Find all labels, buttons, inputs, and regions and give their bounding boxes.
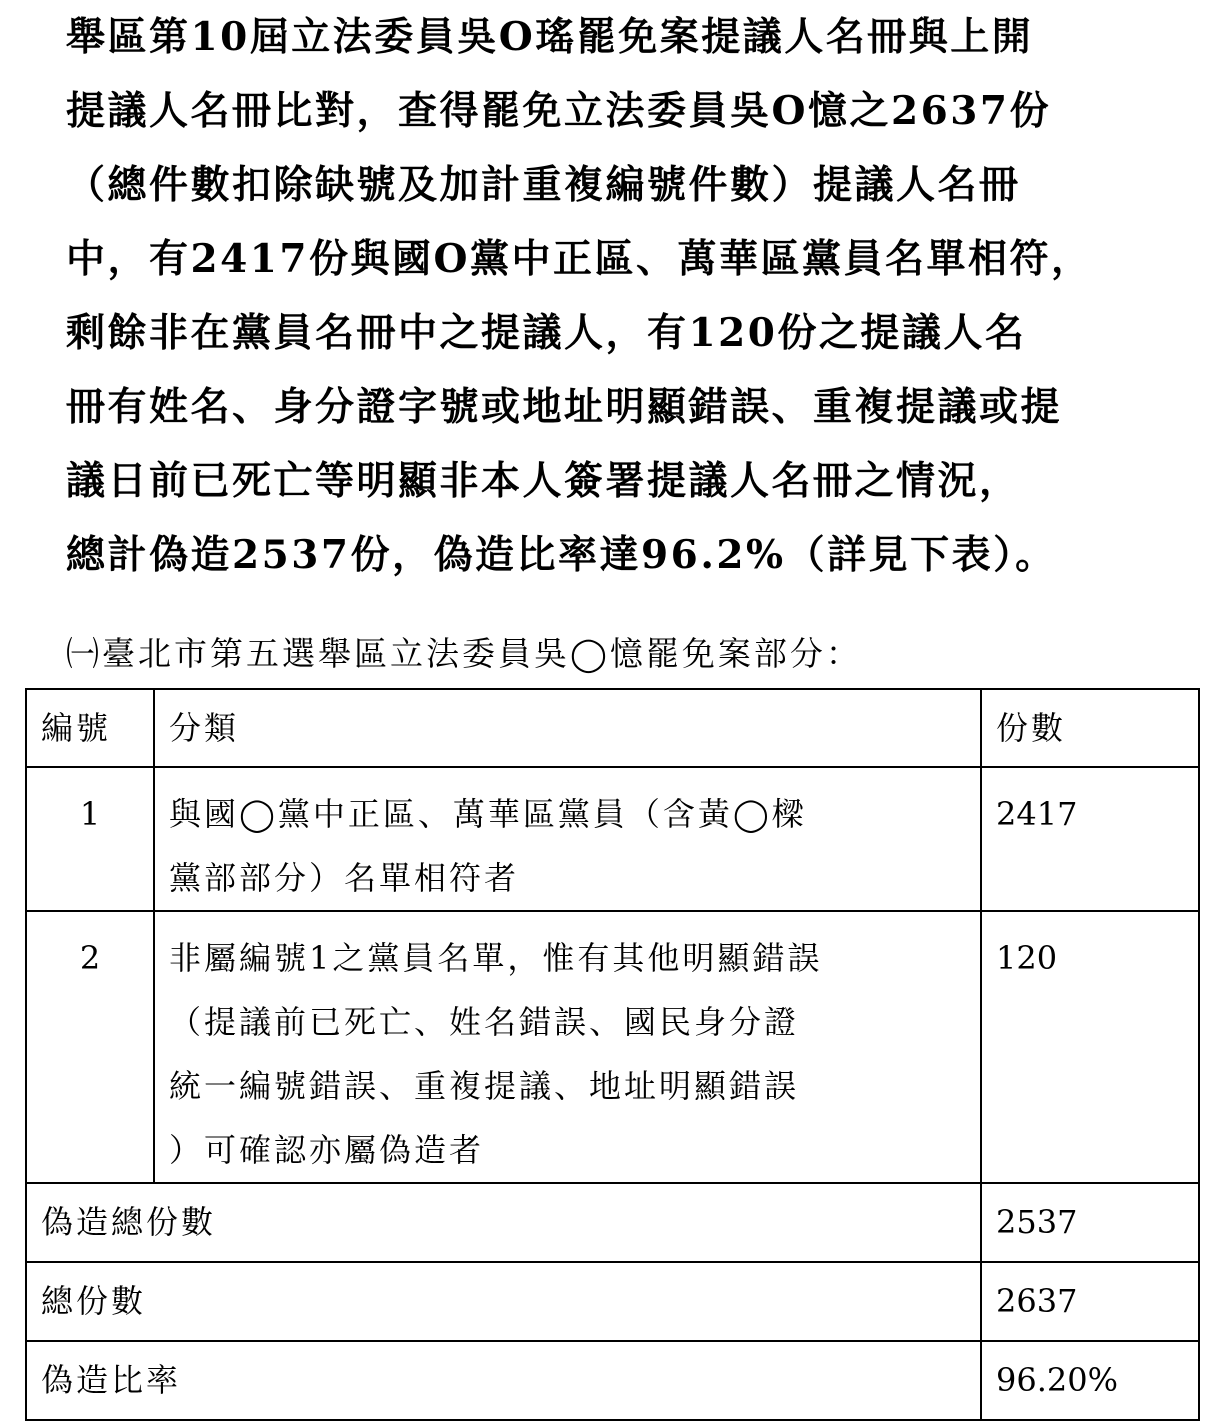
category-line: 與國◯黨中正區、萬華區黨員（含黃◯樑: [169, 795, 807, 833]
paragraph-line: 議日前已死亡等明顯非本人簽署提議人名冊之情況，: [66, 458, 1021, 504]
row-category-cell: [154, 767, 981, 911]
row-no-cell: [26, 911, 154, 1183]
total-value-cell: [981, 1183, 1199, 1262]
total-label: 偽造比率: [41, 1361, 182, 1399]
table-header-row: [26, 689, 1199, 767]
body-paragraph: [66, 0, 1186, 592]
paragraph-line: 總計偽造2537份，偽造比率達96.2%（詳見下表）。: [66, 532, 1057, 578]
paragraph-line: 剩餘非在黨員名冊中之提議人，有120份之提議人名: [66, 310, 1027, 356]
row-no: 1: [79, 795, 101, 833]
total-label-cell: [26, 1183, 981, 1262]
row-count: 2417: [996, 795, 1078, 833]
total-value-cell: [981, 1262, 1199, 1341]
paragraph-line: 中，有2417份與國O黨中正區、萬華區黨員名單相符，: [66, 236, 1093, 282]
total-value: 2637: [996, 1282, 1078, 1320]
row-category: [155, 912, 980, 1182]
paragraph-line: 冊有姓名、身分證字號或地址明顯錯誤、重複提議或提: [66, 384, 1063, 430]
total-row-rate: [26, 1341, 1199, 1420]
total-value: 96.20%: [996, 1361, 1119, 1399]
category-line: 統一編號錯誤、重複提議、地址明顯錯誤: [169, 1067, 800, 1105]
category-line: ）可確認亦屬偽造者: [169, 1131, 485, 1169]
header-no-label: 編號: [41, 709, 112, 747]
header-count-label: 份數: [996, 709, 1067, 747]
header-cell-category: [154, 689, 981, 767]
forgery-stats-table: [25, 688, 1200, 1421]
row-category: [155, 768, 980, 910]
row-no-cell: [26, 767, 154, 911]
row-category-cell: [154, 911, 981, 1183]
total-row-forged: [26, 1183, 1199, 1262]
total-label-cell: [26, 1341, 981, 1420]
total-row-all: [26, 1262, 1199, 1341]
category-line: 非屬編號1之黨員名單，惟有其他明顯錯誤: [169, 939, 823, 977]
table-row: [26, 767, 1199, 911]
paragraph-line: 提議人名冊比對，查得罷免立法委員吳O憶之2637份: [66, 88, 1052, 134]
paragraph-line: （總件數扣除缺號及加計重複編號件數）提議人名冊: [66, 162, 1021, 208]
row-count-cell: [981, 767, 1199, 911]
row-count: 120: [996, 939, 1058, 977]
category-line: （提議前已死亡、姓名錯誤、國民身分證: [169, 1003, 800, 1041]
total-value: 2537: [996, 1203, 1078, 1241]
total-label: 偽造總份數: [41, 1203, 217, 1241]
total-label-cell: [26, 1262, 981, 1341]
paragraph-line: 舉區第10屆立法委員吳O瑤罷免案提議人名冊與上開: [66, 14, 1034, 60]
row-count-cell: [981, 911, 1199, 1183]
header-category-label: 分類: [169, 709, 240, 747]
total-value-cell: [981, 1341, 1199, 1420]
total-label: 總份數: [41, 1282, 147, 1320]
header-cell-count: [981, 689, 1199, 767]
category-line: 黨部部分）名單相符者: [169, 859, 520, 897]
header-cell-no: [26, 689, 154, 767]
row-no: 2: [79, 939, 101, 977]
section-heading: ㈠臺北市第五選舉區立法委員吳◯憶罷免案部分：: [66, 634, 862, 673]
table-row: [26, 911, 1199, 1183]
